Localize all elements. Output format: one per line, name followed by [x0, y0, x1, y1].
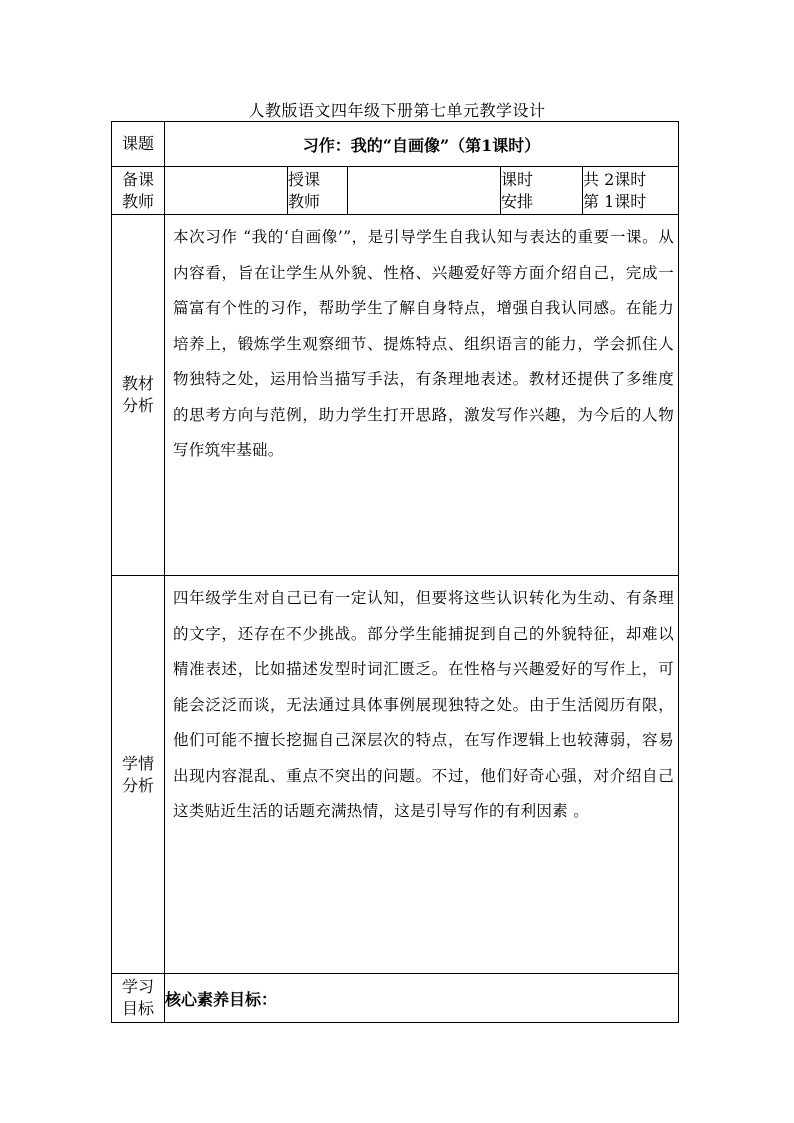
lesson-title: 习作：我的“自画像”（第1课时）	[165, 122, 679, 167]
student-analysis-cell	[165, 576, 679, 974]
student-analysis-text: 四年级学生对自己已有一定认知，但要将这些认识转化为生动、有条理的文字，还存在不少挑战。部分学生能捕捉到自己的外貌特征，却难以精准表述，比如描述发型时词汇匮乏。在性格与兴趣爱好的写作上，可能会泛泛而谈，无法通过具体事例展现独特之处。由于生活阅历有限，他们可能不擅长挖掘自己深层次的特点，在写作逻辑上也较薄弱，容易出现内容混乱、重点不突出的问题。不过，他们好奇心强，对介绍自己这类贴近生活的话题充满热情，这是引导写作的有利因素 。	[173, 589, 675, 820]
student-analysis-label: 学情 分析	[112, 576, 165, 974]
document-title: 人教版语文四年级下册第七单元教学设计	[248, 101, 546, 120]
learning-goal-row	[112, 974, 679, 1023]
teach-teacher-value	[348, 167, 501, 215]
prep-teacher-label: 备课 教师	[112, 167, 165, 215]
hours-value: 共 2课时 第 1课时	[583, 167, 679, 215]
hours-label: 课时 安排	[501, 167, 583, 215]
learning-goal-label: 学习 目标	[112, 974, 165, 1023]
material-analysis-row	[112, 215, 679, 576]
topic-row	[112, 122, 679, 167]
prep-teacher-value	[165, 167, 288, 215]
material-analysis-text: 本次习作 “我的‘自画像’”，是引导学生自我认知与表达的重要一课。从内容看，旨在让学生从外貌、性格、兴趣爱好等方面介绍自己，完成一篇富有个性的习作，帮助学生了解自身特点，增强自我认同感。在能力培养上，锻炼学生观察细节、提炼特点、组织语言的能力，学会抓住人物独特之处，运用恰当描写手法，有条理地表述。教材还提供了多维度的思考方向与范例，助力学生打开思路，激发写作兴趣，为今后的人物写作筑牢基础。	[173, 228, 675, 459]
student-analysis-row	[112, 576, 679, 974]
material-analysis-cell	[165, 215, 679, 576]
core-literacy-heading: 核心素养目标：	[165, 974, 679, 1023]
topic-label: 课题	[112, 122, 165, 167]
teacher-row	[112, 167, 679, 215]
lesson-plan-table	[111, 121, 679, 1023]
material-analysis-label: 教材 分析	[112, 215, 165, 576]
teach-teacher-label: 授课 教师	[288, 167, 348, 215]
